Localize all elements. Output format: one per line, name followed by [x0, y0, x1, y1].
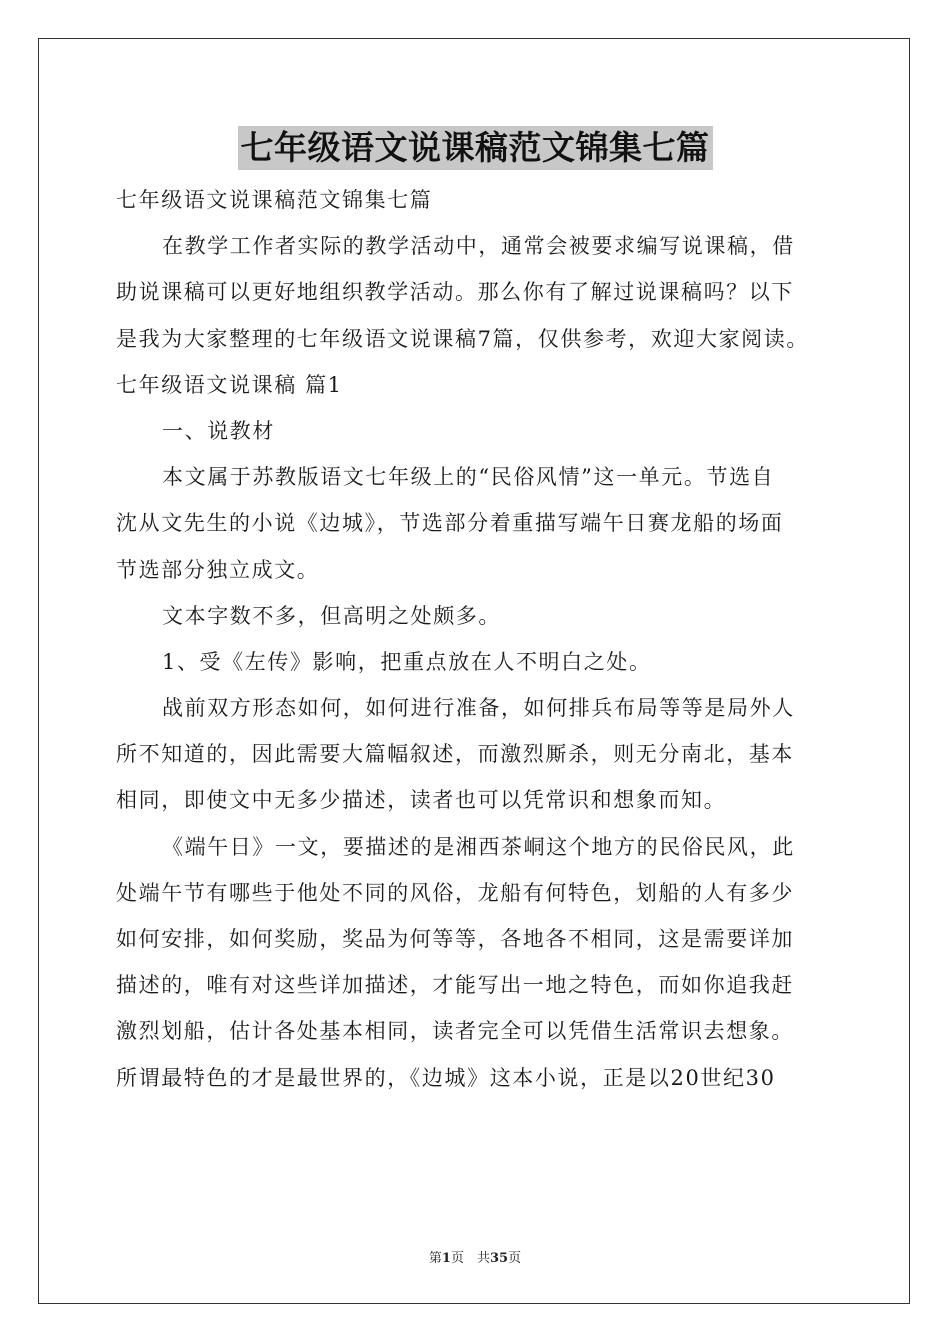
- line-text: 助说课稿可以更好地组织教学活动。那么你有了解过说课稿吗？以下: [116, 280, 794, 305]
- line-text: 本文属于苏教版语文七年级上的“民俗风情”这一单元。节选自: [162, 465, 775, 490]
- text-line: [116, 223, 842, 269]
- text-line: [116, 408, 842, 454]
- line-text: 是我为大家整理的七年级语文说课稿7篇，仅供参考，欢迎大家阅读。: [116, 326, 809, 351]
- text-line: [116, 685, 842, 731]
- text-line: [116, 316, 842, 362]
- text-line: [116, 269, 842, 315]
- text-line: [116, 500, 842, 546]
- text-line: [116, 1055, 842, 1101]
- line-text: 一、说教材: [162, 418, 275, 443]
- line-text: 处端午节有哪些于他处不同的风俗，龙船有何特色，划船的人有多少: [116, 880, 794, 905]
- line-text: 文本字数不多，但高明之处颇多。: [162, 603, 501, 628]
- text-line: [116, 870, 842, 916]
- page-footer: [0, 1247, 950, 1266]
- text-line: [116, 454, 842, 500]
- line-text: 七年级语文说课稿范文锦集七篇: [116, 188, 433, 212]
- text-line: [116, 731, 842, 777]
- text-line: [116, 593, 842, 639]
- page-mid: 页 共: [450, 1251, 490, 1266]
- line-text: 节选部分独立成文。: [116, 557, 320, 582]
- page-total: 35: [489, 1251, 509, 1266]
- text-line: [116, 824, 842, 870]
- text-line: [116, 177, 842, 223]
- line-text: 所谓最特色的才是最世界的，《边城》这本小说，正是以20世纪30: [116, 1065, 776, 1090]
- document-body: [116, 177, 842, 1101]
- text-line: [116, 547, 842, 593]
- page-prefix: 第: [428, 1251, 442, 1266]
- page-suffix: 页: [508, 1251, 522, 1266]
- line-text: 描述的，唯有对这些详加描述，才能写出一地之特色，而如你追我赶: [116, 973, 794, 998]
- line-text: 战前双方形态如何，如何进行准备，如何排兵布局等等是局外人: [162, 696, 795, 721]
- line-text: 在教学工作者实际的教学活动中，通常会被要求编写说课稿，借: [162, 234, 795, 259]
- line-text: 激烈划船，估计各处基本相同，读者完全可以凭借生活常识去想象。: [116, 1019, 794, 1044]
- line-text: 所不知道的，因此需要大篇幅叙述，而激烈厮杀，则无分南北，基本: [116, 742, 794, 767]
- line-text: 如何安排，如何奖励，奖品为何等等，各地各不相同，这是需要详加: [116, 927, 794, 951]
- text-line: [116, 962, 842, 1008]
- document-title: 七年级语文说课稿范文锦集七篇: [238, 126, 713, 170]
- page-current: 1: [441, 1251, 451, 1266]
- text-line: [116, 362, 842, 408]
- text-line: [116, 639, 842, 685]
- line-text: 七年级语文说课稿 篇1: [116, 372, 343, 397]
- text-line: [116, 1008, 842, 1054]
- line-text: 相同，即使文中无多少描述，读者也可以凭常识和想象而知。: [116, 788, 727, 813]
- text-line: [116, 777, 842, 823]
- line-text: 《端午日》一文，要描述的是湘西茶峒这个地方的民俗民风，此: [162, 834, 795, 859]
- line-text: 1、受《左传》影响，把重点放在人不明白之处。: [162, 649, 652, 674]
- text-line: [116, 916, 842, 962]
- title-container: [0, 126, 950, 170]
- line-text: 沈从文先生的小说《边城》，节选部分着重描写端午日赛龙船的场面: [116, 511, 784, 536]
